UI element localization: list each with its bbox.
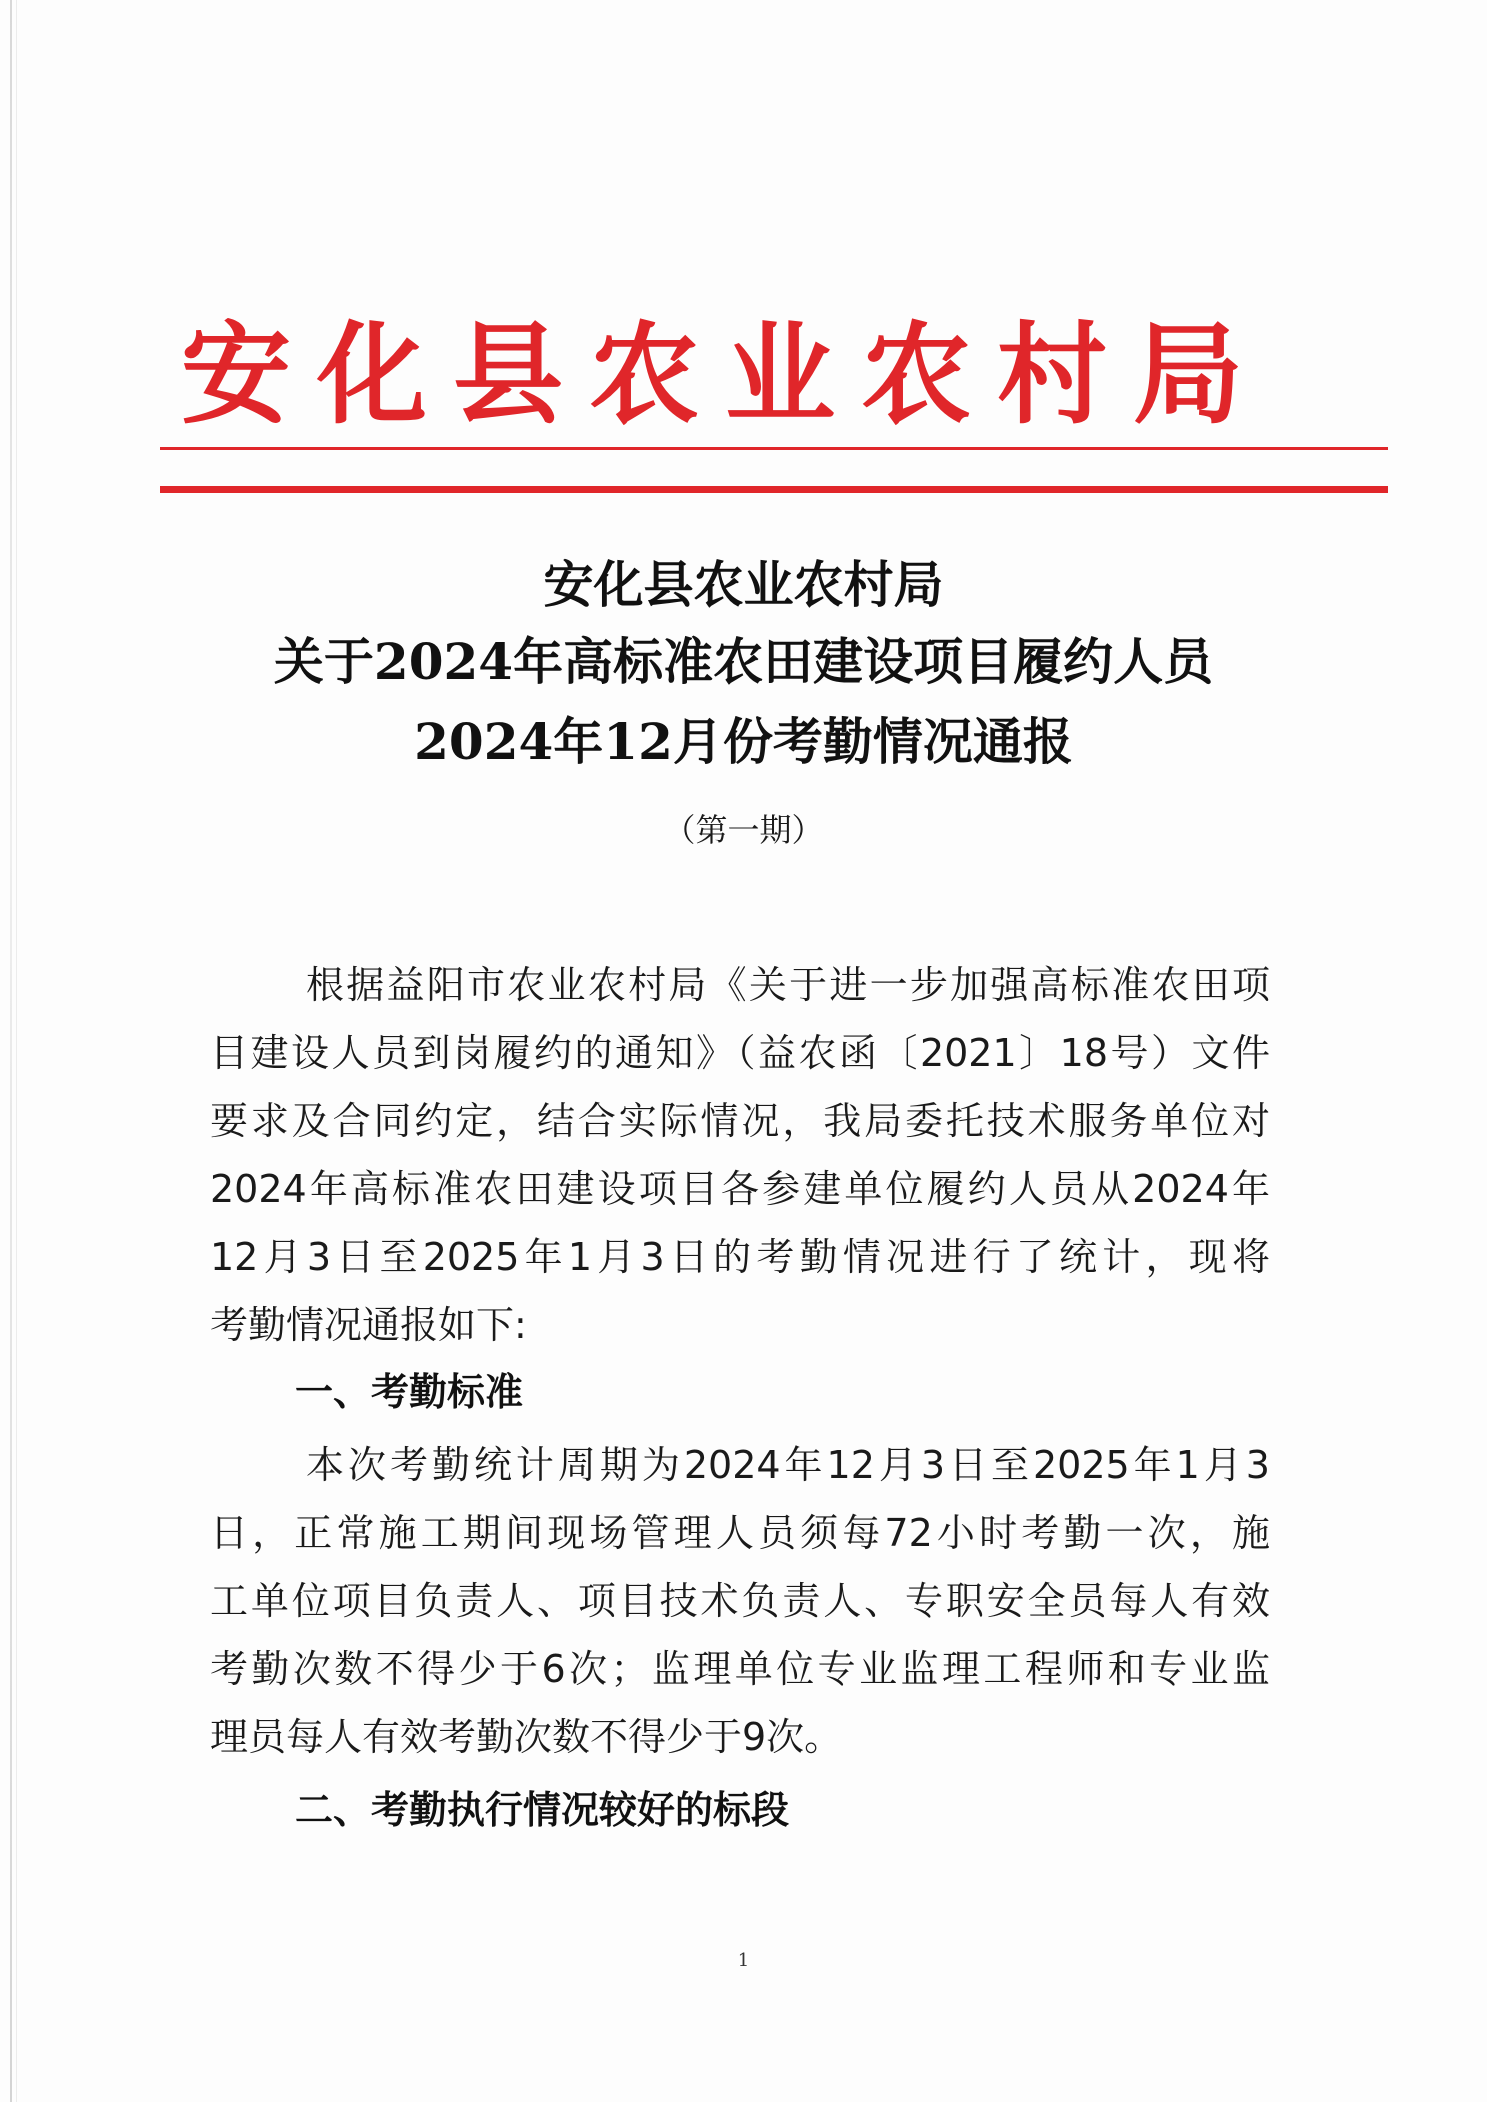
section-1-line: 工单位项目负责人、项目技术负责人、专职安全员每人有效 xyxy=(210,1579,1270,1623)
section-1-line: 本次考勤统计周期为2024年12月3日至2025年1月3 xyxy=(306,1443,1270,1487)
section-1-line: 考勤次数不得少于6次；监理单位专业监理工程师和专业监 xyxy=(210,1647,1270,1691)
masthead-red-rule-thin xyxy=(160,447,1388,450)
issue-number: （第一期） xyxy=(663,811,824,849)
section-1-line: 理员每人有效考勤次数不得少于9次。 xyxy=(210,1715,843,1759)
intro-line: 目建设人员到岗履约的通知》（益农函〔2021〕18号）文件 xyxy=(210,1031,1270,1075)
scan-edge-artifact-secondary xyxy=(16,0,17,2102)
masthead-red-rule-thick xyxy=(160,486,1388,493)
document-title-line-3: 2024年12月份考勤情况通报 xyxy=(414,712,1073,771)
intro-line: 考勤情况通报如下: xyxy=(210,1303,527,1347)
intro-line: 根据益阳市农业农村局《关于进一步加强高标准农田项 xyxy=(306,963,1270,1007)
page-number: 1 xyxy=(737,1950,750,1971)
section-1-line: 日，正常施工期间现场管理人员须每72小时考勤一次，施 xyxy=(210,1511,1270,1555)
section-2-heading: 二、考勤执行情况较好的标段 xyxy=(295,1788,790,1832)
intro-line: 要求及合同约定，结合实际情况，我局委托技术服务单位对 xyxy=(210,1099,1270,1143)
intro-line: 12月3日至2025年1月3日的考勤情况进行了统计，现将 xyxy=(210,1235,1270,1279)
document-title-line-1: 安化县农业农村局 xyxy=(543,555,944,614)
scan-edge-artifact xyxy=(10,0,12,2102)
document-title-line-2: 关于2024年高标准农田建设项目履约人员 xyxy=(273,632,1214,691)
section-1-heading: 一、考勤标准 xyxy=(295,1370,524,1414)
intro-line: 2024年高标准农田建设项目各参建单位履约人员从2024年 xyxy=(210,1167,1270,1211)
masthead-org-name: 安化县农业农村局 xyxy=(181,310,1269,439)
